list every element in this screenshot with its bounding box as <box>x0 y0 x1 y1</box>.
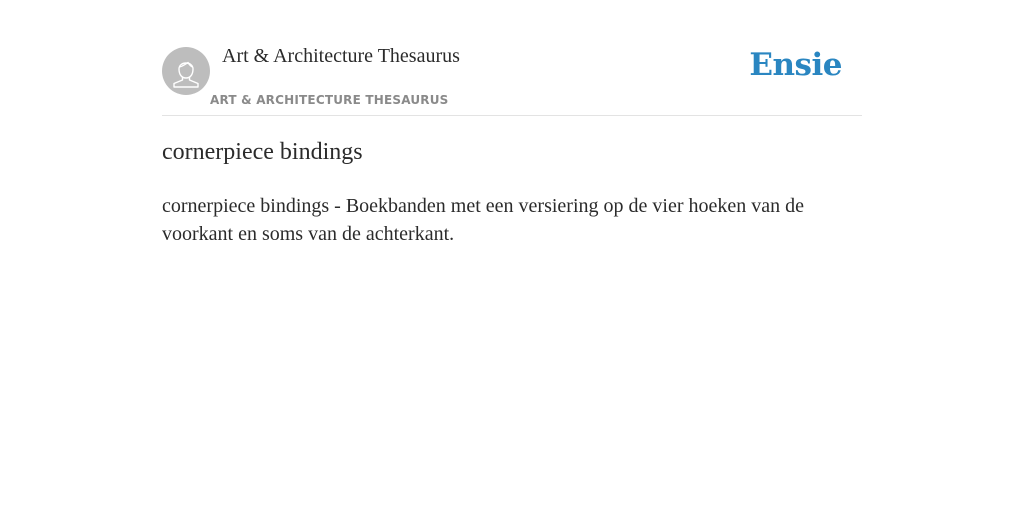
source-title[interactable]: Art & Architecture Thesaurus <box>222 45 460 67</box>
entry-term: cornerpiece bindings <box>162 139 363 165</box>
entry-header <box>162 0 862 116</box>
source-subtitle[interactable]: ART & ARCHITECTURE THESAURUS <box>210 93 449 107</box>
user-icon <box>162 47 210 95</box>
avatar[interactable] <box>162 47 210 95</box>
page-container <box>162 0 862 245</box>
entry-definition: cornerpiece bindings - Boekbanden met een versiering op de vier hoeken van de voorkant en soms van de achterkant. <box>162 195 804 245</box>
ensie-logo[interactable]: Ensie <box>749 47 842 83</box>
